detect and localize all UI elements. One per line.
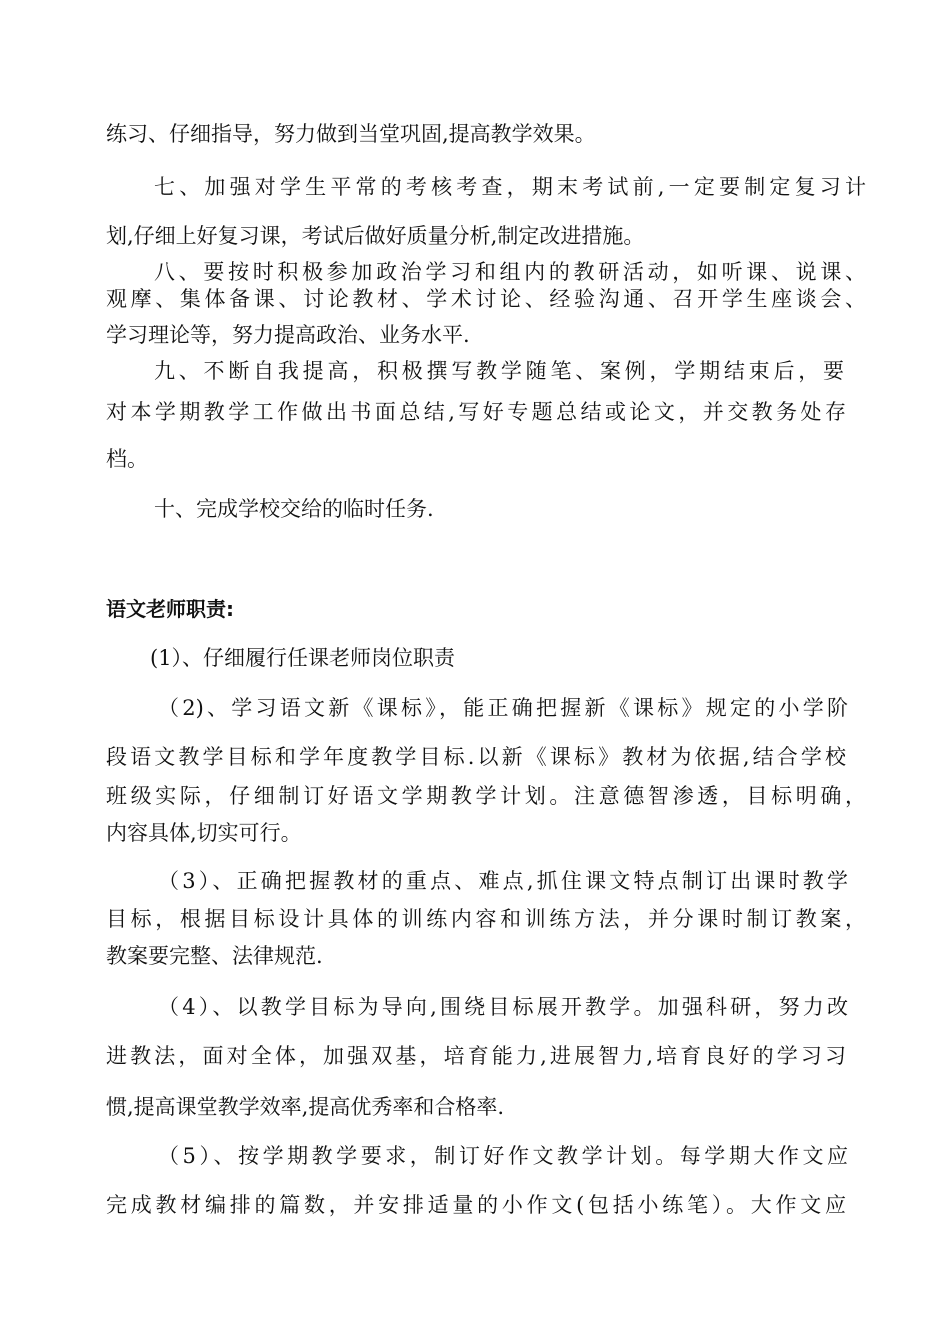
text-line: 七、加强对学生平常的考核考查，期末考试前,一定要制定复习计 [154,175,866,199]
text-line: 对本学期教学工作做出书面总结,写好专题总结或论文，并交教务处存 [106,400,846,424]
text-line: 教案要完整、法律规范. [106,944,323,968]
text-line: 进教法，面对全体，加强双基，培育能力,进展智力,培育良好的学习习 [106,1044,846,1068]
text-line: 九、不断自我提高，积极撰写教学随笔、案例，学期结束后，要 [154,359,844,383]
text-line: 内容具体,切实可行。 [106,821,302,845]
text-line: 惯,提高课堂教学效率,提高优秀率和合格率. [106,1095,505,1119]
text-line: （4）、以教学目标为导向,围绕目标展开教学。加强科研，努力改 [158,995,848,1019]
text-line: 目标，根据目标设计具体的训练内容和训练方法，并分课时制订教案， [106,907,866,931]
text-line: 学习理论等，努力提高政治、业务水平. [106,323,470,347]
text-line: （5）、按学期教学要求，制订好作文教学计划。每学期大作文应 [158,1144,848,1168]
text-line: 观摩、集体备课、讨论教材、学术讨论、经验沟通、召开学生座谈会、 [106,287,866,311]
section-heading: 语文老师职责: [106,597,234,621]
text-line: （2)、学习语文新《课标》，能正确把握新《课标》规定的小学阶 [158,696,848,720]
text-line: 档。 [106,447,148,471]
text-line: 段语文教学目标和学年度教学目标.以新《课标》教材为依据,结合学校 [106,745,846,769]
text-line: 练习、仔细指导，努力做到当堂巩固,提高教学效果。 [106,122,596,146]
text-line: (1）、仔细履行任课老师岗位职责 [150,646,456,670]
text-line: 十、完成学校交给的临时任务. [154,497,434,521]
text-line: 完成教材编排的篇数，并安排适量的小作文(包括小练笔）。大作文应 [106,1193,846,1217]
text-line: 划,仔细上好复习课，考试后做好质量分析,制定改进措施。 [106,224,645,248]
text-line: 班级实际，仔细制订好语文学期教学计划。注意德智渗透，目标明确， [106,784,866,808]
text-line: 八、要按时积极参加政治学习和组内的教研活动，如听课、说课、 [154,260,866,284]
text-line: （3）、正确把握教材的重点、难点,抓住课文特点制订出课时教学 [158,869,848,893]
